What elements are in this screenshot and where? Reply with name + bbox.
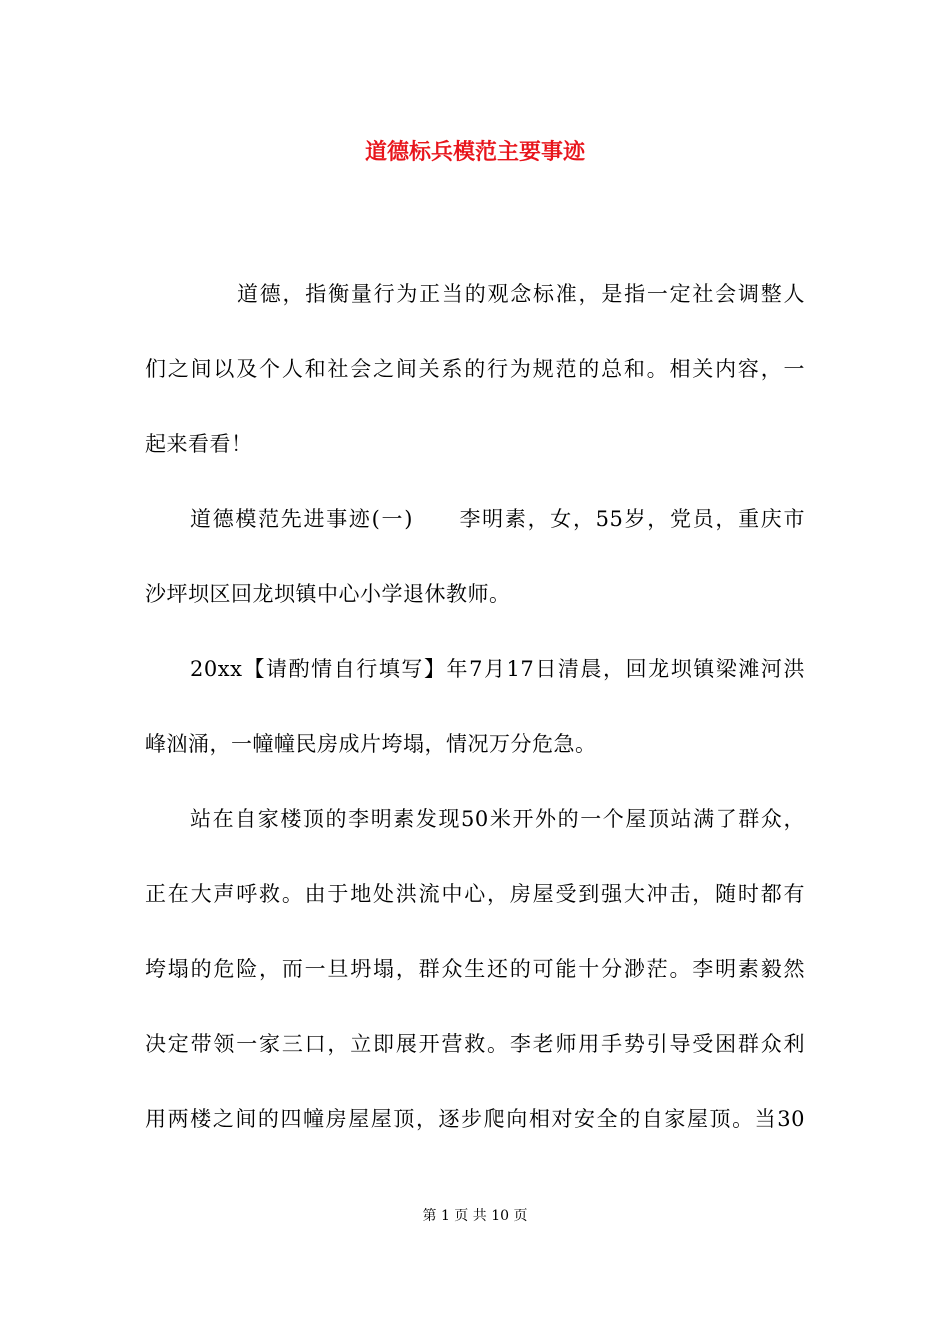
paragraph-line: 起来看看！: [145, 432, 253, 456]
paragraph-line: 道德模范先进事迹(一) 李明素，女，55岁，党员，重庆市: [190, 507, 805, 531]
paragraph-line: 们之间以及个人和社会之间关系的行为规范的总和。相关内容，一: [145, 357, 805, 381]
paragraph-line: 正在大声呼救。由于地处洪流中心，房屋受到强大冲击，随时都有: [145, 882, 805, 906]
paragraph-line: 垮塌的危险，而一旦坍塌，群众生还的可能十分渺茫。李明素毅然: [145, 957, 805, 981]
paragraph-line: 峰汹涌，一幢幢民房成片垮塌，情况万分危急。: [145, 732, 597, 756]
document-title: 道德标兵模范主要事迹: [364, 140, 585, 165]
page-number-footer: 第 1 页 共 10 页: [422, 1208, 528, 1224]
paragraph-line: 20xx【请酌情自行填写】年7月17日清晨，回龙坝镇梁滩河洪: [190, 657, 805, 681]
paragraph-line: 决定带领一家三口，立即展开营救。李老师用手势引导受困群众利: [145, 1032, 805, 1056]
paragraph-line: 沙坪坝区回龙坝镇中心小学退休教师。: [145, 582, 511, 606]
paragraph-line: 站在自家楼顶的李明素发现50米开外的一个屋顶站满了群众，: [190, 807, 805, 831]
paragraph-line: 道德，指衡量行为正当的观念标准，是指一定社会调整人: [237, 282, 805, 306]
paragraph-line: 用两楼之间的四幢房屋屋顶，逐步爬向相对安全的自家屋顶。当30: [145, 1107, 805, 1131]
